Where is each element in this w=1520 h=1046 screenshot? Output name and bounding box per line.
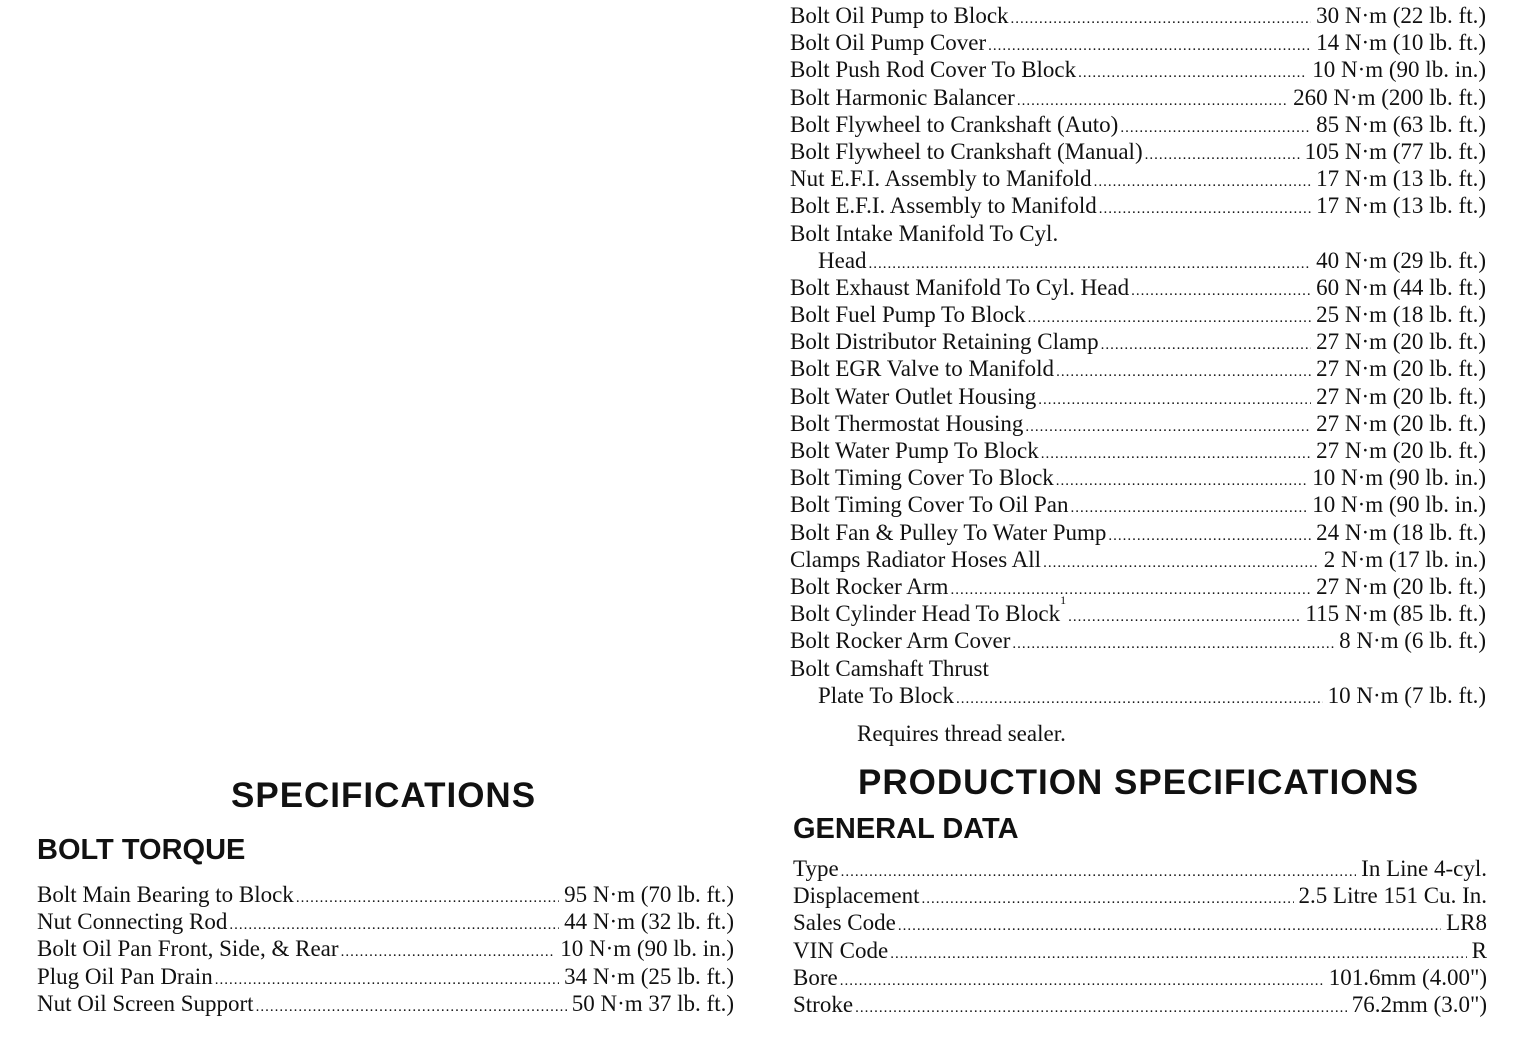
dot-leader (1012, 631, 1334, 658)
spec-value: 34 N·m (25 lb. ft.) (564, 963, 734, 989)
dot-leader (1068, 604, 1300, 631)
dot-leader (1099, 196, 1311, 223)
spec-label (790, 274, 1129, 301)
spec-label-text: Bolt Harmonic Balancer (790, 84, 1015, 110)
dot-leader (1038, 387, 1311, 414)
spec-value: 27 N·m (20 lb. ft.) (1316, 383, 1486, 409)
dot-leader (256, 994, 567, 1021)
spec-value: 95 N·m (70 lb. ft.) (564, 882, 734, 907)
spec-row (790, 328, 1486, 355)
spec-value: 17 N·m (13 lb. ft.) (1316, 193, 1486, 219)
spec-label-text: Bolt Main Bearing to Block (37, 882, 294, 907)
spec-value: 25 N·m (18 lb. ft.) (1316, 302, 1486, 328)
spec-value: 8 N·m (6 lb. ft.) (1339, 628, 1486, 654)
spec-value: 30 N·m (22 lb. ft.) (1316, 3, 1486, 28)
spec-row (793, 882, 1487, 909)
dot-leader (840, 968, 1324, 995)
spec-label (790, 84, 1015, 111)
spec-label (793, 937, 888, 964)
spec-row (790, 410, 1486, 437)
spec-label-text: Nut E.F.I. Assembly to Manifold (790, 166, 1092, 192)
dot-leader (855, 995, 1347, 1022)
spec-value: 17 N·m (13 lb. ft.) (1316, 166, 1486, 192)
spec-value: 50 N·m 37 lb. ft.) (571, 990, 734, 1016)
spec-row (790, 491, 1486, 518)
spec-value: R (1471, 937, 1487, 963)
spec-row (790, 437, 1486, 464)
spec-row (790, 519, 1486, 546)
spec-label-text: Type (793, 856, 839, 881)
spec-label-text: Nut Oil Screen Support (37, 990, 254, 1016)
spec-label (790, 192, 1097, 219)
spec-label-text: Bolt Oil Pump to Block (790, 3, 1009, 28)
spec-value: 115 N·m (85 lb. ft.) (1305, 601, 1486, 627)
spec-value: 260 N·m (200 lb. ft.) (1293, 84, 1486, 110)
spec-label-text: Bolt Fuel Pump To Block (790, 302, 1026, 328)
spec-value: 14 N·m (10 lb. ft.) (1316, 30, 1486, 56)
general-data-heading: GENERAL DATA (793, 813, 1019, 845)
spec-label-text: Bolt E.F.I. Assembly to Manifold (790, 193, 1097, 219)
dot-leader (1025, 414, 1311, 441)
spec-row (790, 682, 1486, 709)
spec-row (793, 909, 1487, 936)
dot-leader (341, 939, 556, 966)
spec-value: 44 N·m (32 lb. ft.) (564, 909, 734, 935)
dot-leader (1094, 169, 1311, 196)
spec-label (37, 963, 213, 990)
spec-label (790, 111, 1118, 138)
spec-label-text: Sales Code (793, 910, 896, 936)
spec-row (37, 935, 734, 962)
spec-value: 27 N·m (20 lb. ft.) (1316, 356, 1486, 382)
spec-label (790, 56, 1076, 83)
spec-label-text: Displacement (793, 883, 920, 909)
dot-leader (1043, 550, 1319, 577)
spec-label-text: Bolt Flywheel to Crankshaft (Manual) (790, 138, 1143, 164)
spec-label (790, 383, 1036, 410)
spec-label (790, 138, 1143, 165)
spec-label (790, 355, 1054, 382)
spec-value: 27 N·m (20 lb. ft.) (1316, 410, 1486, 436)
specifications-heading: SPECIFICATIONS (231, 776, 537, 815)
spec-label (790, 29, 986, 56)
spec-label (793, 882, 919, 909)
dot-leader (898, 913, 1441, 940)
spec-value: 2 N·m (17 lb. in.) (1323, 546, 1486, 572)
spec-value: LR8 (1446, 910, 1487, 936)
bolt-torque-heading: BOLT TORQUE (37, 834, 246, 866)
spec-label-text: Bolt Thermostat Housing (790, 410, 1024, 436)
spec-label (793, 855, 839, 882)
production-specifications-heading: PRODUCTION SPECIFICATIONS (858, 763, 1420, 802)
spec-row (793, 964, 1487, 991)
spec-label-continued: Head (818, 247, 867, 273)
spec-label (37, 935, 339, 962)
spec-label (790, 165, 1092, 192)
dot-leader (1011, 6, 1312, 33)
spec-value: 85 N·m (63 lb. ft.) (1316, 111, 1486, 137)
spec-row (790, 247, 1486, 274)
spec-label (790, 2, 1009, 29)
dot-leader (1101, 332, 1312, 359)
spec-label-text: Bolt Push Rod Cover To Block (790, 57, 1077, 83)
spec-label (793, 991, 853, 1018)
dot-leader (1078, 60, 1307, 87)
spec-label (790, 410, 1023, 437)
spec-label (790, 491, 1069, 518)
spec-label-continued: Plate To Block (818, 682, 954, 708)
spec-value: 101.6mm (4.00") (1328, 964, 1487, 990)
spec-label (37, 881, 294, 908)
spec-value: 27 N·m (20 lb. ft.) (1316, 329, 1486, 355)
spec-row (790, 274, 1486, 301)
spec-row (790, 165, 1486, 192)
spec-row (37, 881, 734, 908)
spec-label-text: Bolt Distributor Retaining Clamp (790, 329, 1099, 355)
spec-value: 24 N·m (18 lb. ft.) (1316, 519, 1486, 545)
spec-row (37, 990, 734, 1017)
spec-label-line (790, 655, 1486, 682)
dot-leader (1056, 359, 1311, 386)
spec-row (790, 464, 1486, 491)
spec-label (790, 627, 1010, 654)
dot-leader (1041, 441, 1311, 468)
spec-label (37, 908, 227, 935)
spec-label-text: Bolt Timing Cover To Oil Pan (790, 492, 1069, 518)
spec-label: Bolt Intake Manifold To Cyl. (790, 220, 1059, 246)
spec-label (790, 328, 1099, 355)
spec-label-text: Bolt Water Pump To Block (790, 438, 1039, 463)
spec-row (790, 56, 1486, 83)
spec-label-text: Bolt Flywheel to Crankshaft (Auto) (790, 111, 1119, 137)
spec-row (793, 991, 1487, 1018)
spec-label-text: Bolt Oil Pump Cover (790, 30, 987, 56)
spec-row (790, 627, 1486, 654)
spec-row (790, 2, 1486, 29)
spec-label-text: Bolt Rocker Arm Cover (790, 628, 1011, 654)
spec-row (790, 573, 1486, 600)
spec-row (790, 29, 1486, 56)
dot-leader (1145, 142, 1300, 169)
spec-label-text: VIN Code (793, 937, 889, 963)
spec-label-text: Bolt Timing Cover To Block (790, 465, 1054, 491)
spec-value: 10 N·m (90 lb. in.) (1312, 492, 1486, 518)
spec-row (790, 84, 1486, 111)
spec-label-text: Bolt EGR Valve to Manifold (790, 356, 1055, 382)
dot-leader (1056, 468, 1307, 495)
spec-value: 40 N·m (29 lb. ft.) (1316, 247, 1486, 273)
spec-value: 105 N·m (77 lb. ft.) (1304, 138, 1486, 164)
spec-label (790, 593, 1067, 627)
spec-label-text: Bolt Oil Pan Front, Side, & Rear (37, 936, 339, 962)
dot-leader (1120, 115, 1311, 142)
spec-label-text: Nut Connecting Rod (37, 909, 228, 935)
spec-row (790, 546, 1486, 573)
spec-value: 10 N·m (7 lb. ft.) (1327, 682, 1486, 708)
spec-label-text: Bore (793, 964, 838, 990)
spec-label-text: Bolt Fan & Pulley To Water Pump (790, 519, 1107, 545)
spec-label-text: Plug Oil Pan Drain (37, 963, 213, 989)
spec-row (790, 593, 1486, 627)
spec-row (37, 963, 734, 990)
spec-label-text: Stroke (793, 991, 854, 1017)
spec-label-text: Clamps Radiator Hoses All (790, 546, 1042, 572)
dot-leader (1108, 523, 1311, 550)
spec-label-text: Bolt Exhaust Manifold To Cyl. Head (790, 274, 1130, 300)
spec-label (37, 990, 254, 1017)
spec-label-text: Bolt Rocker Arm (790, 573, 949, 599)
spec-value: 10 N·m (90 lb. in.) (1312, 57, 1486, 83)
spec-value: In Line 4-cyl. (1361, 856, 1487, 881)
spec-label (793, 964, 838, 991)
spec-label (790, 464, 1054, 491)
dot-leader (956, 686, 1323, 713)
spec-value: 2.5 Litre 151 Cu. In. (1298, 883, 1487, 909)
spec-value: 10 N·m (90 lb. in.) (560, 936, 734, 962)
spec-label (790, 437, 1039, 464)
spec-row (793, 937, 1487, 964)
footnote-thread-sealer: Requires thread sealer. (857, 721, 1066, 746)
dot-leader (1131, 278, 1311, 305)
spec-row (790, 192, 1486, 219)
spec-row (790, 301, 1486, 328)
spec-row (790, 383, 1486, 410)
bolt-torque-table (37, 881, 734, 1017)
spec-label-text: Bolt Cylinder Head To Block (790, 601, 1061, 627)
spec-label (790, 546, 1041, 573)
dot-leader (921, 886, 1293, 913)
spec-row (793, 855, 1487, 882)
spec-value: 10 N·m (90 lb. in.) (1312, 465, 1486, 491)
spec-label-text: Bolt Water Outlet Housing (790, 383, 1037, 409)
spec-row (37, 908, 734, 935)
spec-value: 76.2mm (3.0") (1351, 991, 1487, 1017)
general-data-table (793, 855, 1487, 1018)
spec-label (793, 909, 896, 936)
spec-value: 27 N·m (20 lb. ft.) (1316, 438, 1486, 463)
spec-row (790, 355, 1486, 382)
spec-label (790, 301, 1026, 328)
dot-leader (215, 967, 559, 994)
spec-label-line (790, 220, 1486, 247)
spec-label: Bolt Camshaft Thrust (790, 655, 989, 681)
torque-table-continued (790, 2, 1486, 709)
spec-value: 27 N·m (20 lb. ft.) (1316, 573, 1486, 599)
spec-value: 60 N·m (44 lb. ft.) (1316, 274, 1486, 300)
spec-label (790, 519, 1106, 546)
spec-label (790, 573, 948, 600)
spec-row (790, 111, 1486, 138)
footnote-marker: 1 (1060, 593, 1067, 608)
dot-leader (296, 885, 559, 912)
spec-row (790, 138, 1486, 165)
